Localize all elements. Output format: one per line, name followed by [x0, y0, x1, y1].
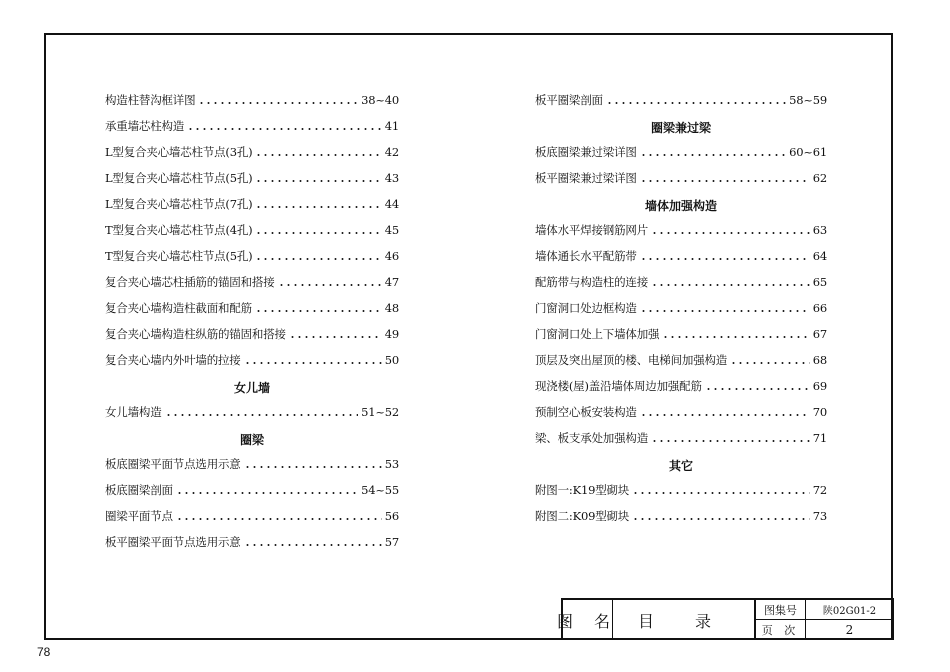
dot-leader: [632, 492, 810, 494]
toc-entry: [535, 504, 827, 530]
atlas-number-value: 陕02G01-2: [806, 600, 894, 620]
dot-leader: [632, 518, 810, 520]
toc-entry-page: 38~40: [361, 93, 399, 108]
title-block-title: 目 录: [613, 600, 756, 640]
toc-entry-page: 46: [384, 249, 399, 264]
dot-leader: [244, 362, 382, 364]
toc-entry-title: 门窗洞口处上下墙体加强: [535, 327, 660, 342]
toc-entry-title: 墙体水平焊接钢筋网片: [535, 223, 648, 238]
toc-group-ringbeam: [105, 452, 399, 556]
toc-entry-page: 70: [812, 405, 827, 420]
toc-entry-page: 54~55: [361, 483, 399, 498]
section-heading-parapet: 女儿墙: [233, 380, 270, 395]
toc-entry: [105, 452, 399, 478]
toc-entry-page: 57: [384, 535, 399, 550]
toc-entry-title: L型复合夹心墙芯柱节点(7孔): [105, 197, 253, 212]
dot-leader: [255, 154, 381, 156]
dot-leader: [244, 466, 382, 468]
toc-entry: [535, 348, 827, 374]
toc-entry-title: 梁、板支承处加强构造: [535, 431, 648, 446]
toc-entry: [105, 218, 399, 244]
dot-leader: [198, 102, 358, 104]
toc-entry: [535, 244, 827, 270]
dot-leader: [640, 180, 810, 182]
toc-entry-title: T型复合夹心墙芯柱节点(5孔): [105, 249, 253, 264]
toc-entry-title: 构造柱替沟框详图: [105, 93, 196, 108]
dot-leader: [255, 232, 381, 234]
toc-entry-title: 墙体通长水平配筋带: [535, 249, 637, 264]
toc-entry: [105, 348, 399, 374]
toc-entry: [105, 114, 399, 140]
toc-entry: [535, 322, 827, 348]
toc-entry: [535, 374, 827, 400]
toc-entry: [105, 166, 399, 192]
dot-leader: [640, 154, 786, 156]
dot-leader: [651, 284, 810, 286]
dot-leader: [187, 128, 382, 130]
toc-entry-page: 50: [384, 353, 399, 368]
dot-leader: [289, 336, 382, 338]
toc-entry-page: 47: [384, 275, 399, 290]
footer-page-number: 78: [37, 645, 51, 659]
toc-entry-page: 44: [384, 197, 399, 212]
toc-left-column: [105, 88, 399, 556]
dot-leader: [165, 414, 359, 416]
dot-leader: [651, 232, 810, 234]
dot-leader: [255, 310, 382, 312]
toc-entry-title: 现浇楼(屋)盖沿墙体周边加强配筋: [535, 379, 702, 394]
toc-entry-title: 复合夹心墙构造柱纵筋的锚固和搭接: [105, 327, 286, 342]
title-block-name-label: 图 名: [563, 600, 613, 640]
dot-leader: [255, 206, 381, 208]
toc-group-parapet: [105, 400, 399, 426]
toc-group-left: [105, 88, 399, 374]
toc-entry-title: 配筋带与构造柱的连接: [535, 275, 648, 290]
toc-entry-page: 56: [384, 509, 399, 524]
toc-entry-title: 女儿墙构造: [105, 405, 162, 420]
page-number-value: 2: [806, 620, 894, 640]
toc-group-other: [535, 478, 827, 530]
dot-leader: [176, 518, 382, 520]
toc-right-column: [535, 88, 827, 530]
toc-entry-title: 板平圈梁兼过梁详图: [535, 171, 637, 186]
toc-entry-title: 复合夹心墙构造柱截面和配筋: [105, 301, 252, 316]
toc-entry-page: 62: [812, 171, 827, 186]
toc-entry: [535, 426, 827, 452]
toc-group-right-top: [535, 88, 827, 114]
toc-entry: [535, 400, 827, 426]
toc-entry: [535, 218, 827, 244]
dot-leader: [730, 362, 810, 364]
toc-entry-title: 顶层及突出屋顶的楼、电梯间加强构造: [535, 353, 728, 368]
toc-entry: [535, 166, 827, 192]
toc-entry-page: 71: [812, 431, 827, 446]
toc-entry: [105, 88, 399, 114]
toc-entry-page: 49: [384, 327, 399, 342]
toc-entry: [105, 504, 399, 530]
toc-entry-page: 45: [384, 223, 399, 238]
toc-entry-title: T型复合夹心墙芯柱节点(4孔): [105, 223, 253, 238]
toc-entry: [105, 478, 399, 504]
toc-entry-page: 60~61: [789, 145, 827, 160]
toc-entry: [105, 244, 399, 270]
toc-entry-page: 58~59: [789, 93, 827, 108]
toc-entry-title: 板底圈梁兼过梁详图: [535, 145, 637, 160]
toc-entry-title: 复合夹心墙芯柱插筋的锚固和搭接: [105, 275, 275, 290]
dot-leader: [662, 336, 809, 338]
toc-group-wall: [535, 218, 827, 452]
toc-entry-title: 板平圈梁平面节点选用示意: [105, 535, 241, 550]
toc-entry-page: 69: [812, 379, 827, 394]
toc-entry: [105, 192, 399, 218]
toc-entry-page: 42: [384, 145, 399, 160]
toc-entry-page: 41: [384, 119, 399, 134]
toc-entry: [105, 296, 399, 322]
toc-entry-page: 66: [812, 301, 827, 316]
toc-entry: [105, 400, 399, 426]
toc-entry-title: L型复合夹心墙芯柱节点(5孔): [105, 171, 253, 186]
page-number-label: 页 次: [756, 620, 806, 640]
toc-entry: [105, 140, 399, 166]
toc-entry: [105, 530, 399, 556]
toc-entry-title: 附图二:K09型砌块: [535, 509, 630, 524]
toc-entry-title: 承重墙芯柱构造: [105, 119, 185, 134]
toc-entry-page: 73: [812, 509, 827, 524]
toc-entry-page: 53: [384, 457, 399, 472]
dot-leader: [255, 180, 381, 182]
section-heading-wall: 墙体加强构造: [644, 198, 717, 213]
toc-entry-page: 67: [812, 327, 827, 342]
dot-leader: [606, 102, 786, 104]
toc-entry-page: 48: [384, 301, 399, 316]
toc-entry-page: 51~52: [361, 405, 399, 420]
toc-entry-title: 复合夹心墙内外叶墙的拉接: [105, 353, 241, 368]
toc-entry-title: 门窗洞口处边框构造: [535, 301, 637, 316]
toc-entry-page: 63: [812, 223, 827, 238]
toc-entry-page: 72: [812, 483, 827, 498]
toc-entry-title: L型复合夹心墙芯柱节点(3孔): [105, 145, 253, 160]
toc-entry-title: 预制空心板安装构造: [535, 405, 637, 420]
toc-entry-title: 板底圈梁剖面: [105, 483, 173, 498]
title-block: [556, 598, 894, 640]
section-heading-ringbeam: 圈梁: [239, 432, 264, 447]
toc-entry-page: 68: [812, 353, 827, 368]
toc-entry: [105, 322, 399, 348]
toc-group-lintel: [535, 140, 827, 192]
toc-entry: [535, 140, 827, 166]
toc-entry: [535, 270, 827, 296]
toc-entry: [105, 270, 399, 296]
dot-leader: [640, 258, 810, 260]
toc-entry: [535, 478, 827, 504]
section-heading-lintel: 圈梁兼过梁: [650, 120, 711, 135]
dot-leader: [255, 258, 381, 260]
toc-entry-page: 64: [812, 249, 827, 264]
dot-leader: [176, 492, 358, 494]
atlas-number-label: 图集号: [756, 600, 806, 620]
toc-entry: [535, 88, 827, 114]
toc-entry-title: 附图一:K19型砌块: [535, 483, 630, 498]
dot-leader: [640, 414, 810, 416]
toc-entry-title: 圈梁平面节点: [105, 509, 173, 524]
toc-entry-title: 板底圈梁平面节点选用示意: [105, 457, 241, 472]
section-heading-other: 其它: [668, 458, 693, 473]
dot-leader: [640, 310, 810, 312]
dot-leader: [705, 388, 810, 390]
dot-leader: [651, 440, 810, 442]
dot-leader: [278, 284, 382, 286]
toc-entry-page: 65: [812, 275, 827, 290]
dot-leader: [244, 544, 382, 546]
toc-entry-title: 板平圈梁剖面: [535, 93, 603, 108]
toc-entry-page: 43: [384, 171, 399, 186]
toc-entry: [535, 296, 827, 322]
